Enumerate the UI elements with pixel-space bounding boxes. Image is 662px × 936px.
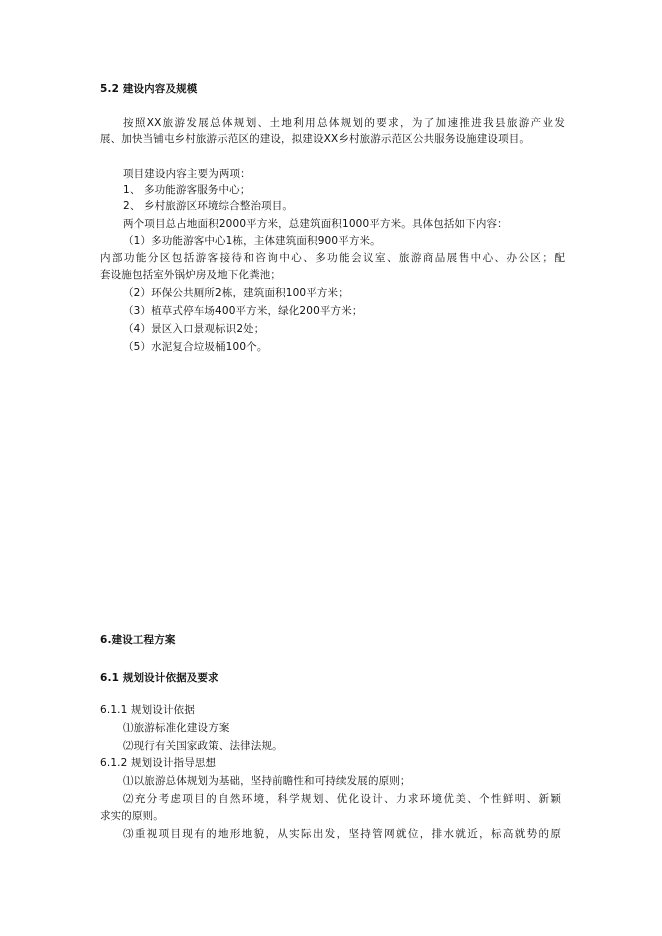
list-item: ⑵现行有关国家政策、法律法规。 [123, 740, 283, 752]
list-item: ⑶重视项目现有的地形地貌，从实际出发，坚持管网就位，排水就近，标高就势的原 [123, 828, 561, 840]
paragraph-line: 按照XX旅游发展总体规划、土地利用总体规划的要求，为了加速推进我县旅游产业发 [123, 117, 565, 129]
paragraph-line: 展、加快当铺屯乡村旅游示范区的建设，拟建设XX乡村旅游示范区公共服务设施建设项目。 [100, 133, 531, 145]
list-item: （3）植草式停车场400平方米，绿化200平方米； [123, 305, 363, 317]
area-summary: 两个项目总占地面积2000平方米，总建筑面积1000平方米。具体包括如下内容： [123, 218, 508, 230]
list-item: （5）水泥复合垃圾桶100个。 [123, 341, 268, 353]
list-item: ⑴旅游标准化建设方案 [123, 722, 230, 734]
section-6-heading: 6.建设工程方案 [100, 634, 176, 646]
list-item: ⑵充分考虑项目的自然环境，科学规划、优化设计、力求环境优美、个性鲜明、新颖 [123, 793, 561, 805]
list-item: 2、 乡村旅游区环境综合整治项目。 [123, 200, 294, 212]
subsection-6-1-1-title: 6.1.1 规划设计依据 [100, 704, 195, 716]
list-item: （4）景区入口景观标识2处； [123, 323, 265, 335]
paragraph-line: 内部功能分区包括游客接待和咨询中心、多功能会议室、旅游商品展售中心、办公区；配 [100, 252, 565, 264]
paragraph-line: 求实的原则。 [100, 810, 164, 822]
list-item: （1）多功能游客中心1栋，主体建筑面积900平方米。 [123, 235, 381, 247]
subsection-6-1-2-title: 6.1.2 规划设计指导思想 [100, 757, 217, 769]
items-intro: 项目建设内容主要为两项： [123, 168, 251, 180]
list-item: 1、 多功能游客服务中心； [123, 184, 251, 196]
paragraph-line: 套设施包括室外锅炉房及地下化粪池； [100, 269, 282, 281]
section-5-2-heading: 5.2 建设内容及规模 [100, 83, 198, 95]
section-6-1-heading: 6.1 规划设计依据及要求 [100, 672, 219, 684]
list-item: （2）环保公共厕所2栋，建筑面积100平方米； [123, 287, 349, 299]
list-item: ⑴以旅游总体规划为基础，坚持前瞻性和可持续发展的原则； [123, 775, 411, 787]
